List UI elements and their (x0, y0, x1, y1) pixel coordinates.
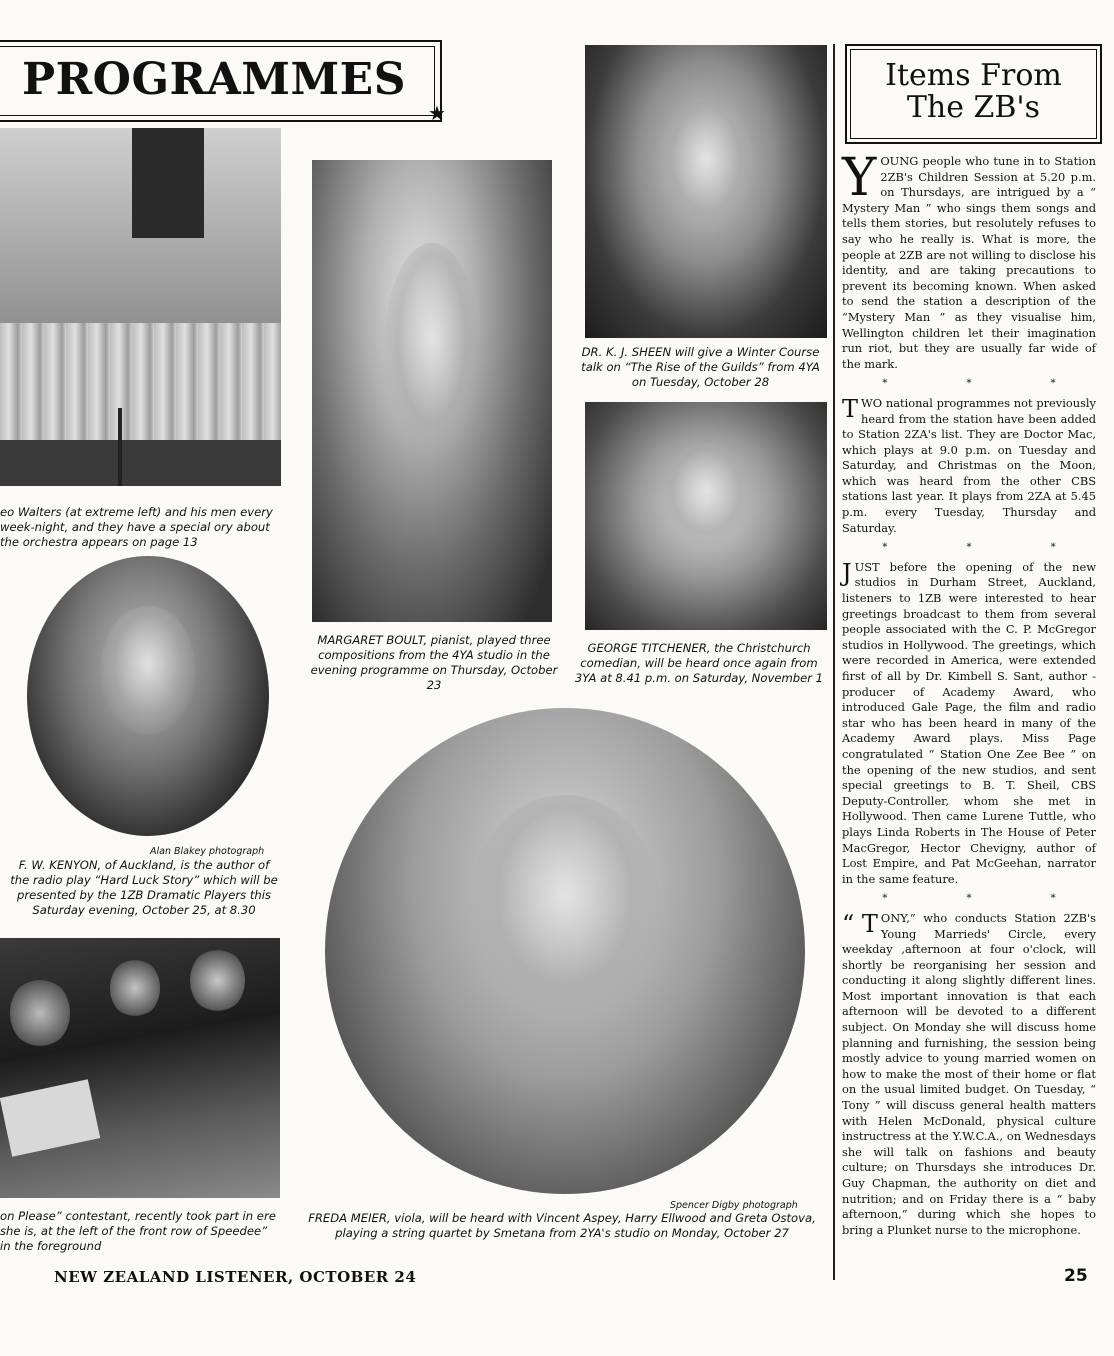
column-rule (833, 44, 835, 1280)
sidebar-column (842, 148, 1096, 1242)
sidebar-heading-line2: The ZB's (906, 90, 1041, 125)
sidebar-heading-box (845, 44, 1102, 144)
sheen-photo (585, 45, 827, 338)
star-ornament: ★ (428, 103, 446, 125)
group-photo (0, 938, 280, 1198)
header-banner (0, 40, 442, 122)
page-title: PROGRAMMES (22, 54, 406, 105)
drop-cap: T (842, 394, 859, 423)
sidebar-item: TWO national programmes not previously heard from the station have been added to Station 2ZA's list. They are Doctor Mac, which plays at 9.0 p.m. on Tuesday and Saturday, and Christmas on the Moon, which was heard from the other CBS stations last year. It plays from 2ZA at 5.45 p.m. every Tuesday, Thursday and Saturday. (842, 394, 1096, 535)
caption-boult: MARGARET BOULT, pianist, played three compositions from the 4YA studio in the evening programme on Thursday, October 23 (310, 633, 558, 692)
meier-credit: Spencer Digby photograph (670, 1200, 798, 1211)
footer-publication: NEW ZEALAND LISTENER, OCTOBER 24 (54, 1268, 417, 1286)
caption-sheen: DR. K. J. SHEEN will give a Winter Course talk on “The Rise of the Guilds” from 4YA on Tuesday, October 28 (581, 345, 820, 389)
sidebar-item: “ T ONY,” who conducts Station 2ZB's Young Marrieds' Circle, every weekday ,afternoon at four o'clock, will shortly be reorganising her session and conducting it along slightly different lines. Most important innovation is that each afternoon will be devoted to a different subject. On Monday she will discuss home planning and furnishing, the session being mostly advice to young married women on how to make the most of their home or flat on the usual limited budget. On Tuesday, “ Tony ” will discuss general health matters with Helen McDonald, physical culture instructress at the Y.W.C.A., on Wednesdays she will talk on fashions and beauty culture; on Thursdays she introduces Dr. Guy Chapman, the authority on diet and nutrition; and on Friday there is a “ baby afternoon,” during which she hopes to bring a Plunket nurse to the microphone. (842, 909, 1096, 1237)
sidebar-heading-line1: Items From (885, 58, 1062, 93)
separator: * * * (882, 893, 1094, 905)
drop-cap: “ T (842, 909, 878, 938)
titchener-photo (585, 402, 827, 630)
caption-please: on Please” contestant, recently took part in ere she is, at the left of the front row of Speedee” in the foreground (0, 1209, 276, 1253)
caption-titchener: GEORGE TITCHENER, the Christchurch comedian, will be heard once again from 3YA at 8.41 p.m. on Saturday, November 1 (574, 641, 824, 685)
boult-photo (312, 160, 552, 622)
kenyon-credit: Alan Blakey photograph (150, 846, 265, 857)
drop-cap: J (842, 558, 852, 587)
separator: * * * (882, 378, 1094, 390)
page-number: 25 (1064, 1266, 1088, 1286)
meier-photo (325, 708, 805, 1194)
separator: * * * (882, 542, 1094, 554)
orchestra-photo (0, 128, 281, 486)
caption-kenyon: F. W. KENYON, of Auckland, is the author of the radio play “Hard Luck Story” which will be presented by the 1ZB Dramatic Players this Saturday evening, October 25, at 8.30 (10, 858, 278, 917)
caption-walters: eo Walters (at extreme left) and his men every week-night, and they have a special ory about the orchestra appears on page 13 (0, 505, 273, 549)
sidebar-item: JUST before the opening of the new studios in Durham Street, Auckland, listeners to 1ZB were interested to hear greetings broadcast to them from several people associated with the C. P. McGregor studios in Hollywood. The greetings, which were recorded in America, were extended first of all by Dr. Kimbell S. Sant, author - producer of Academy Award, who introduced Gale Page, the film and radio star who has been heard in many of the Academy Award plays. Miss Page congratulated “ Station One Zee Bee ” on the opening of the new studios, and sent special greetings to B. T. Sheil, CBS Deputy-Controller, whom she met in Hollywood. Then came Lurene Tuttle, who plays Linda Roberts in The House of Peter MacGregor, Hector Chevigny, author of Lost Empire, and Pat McGeehan, narrator in the same feature. (842, 558, 1096, 886)
sidebar-item: YOUNG people who tune in to Station 2ZB's Children Session at 5.20 p.m. on Thursdays, are intrigued by a “ Mystery Man ” who sings them songs and tells them stories, but resolutely refuses to say who he really is. What is more, the people at 2ZB are not willing to disclose his identity, and are taking precautions to prevent its becoming known. When asked to send the station a description of the “Mystery Man ” as they visualise him, Wellington children let their imagination run riot, but they are usually far wide of the mark. (842, 148, 1096, 371)
kenyon-photo (27, 556, 269, 836)
drop-cap: Y (842, 148, 877, 208)
caption-meier: FREDA MEIER, viola, will be heard with Vincent Aspey, Harry Ellwood and Greta Ostova, playing a string quartet by Smetana from 2YA's studio on Monday, October 27 (308, 1211, 816, 1240)
